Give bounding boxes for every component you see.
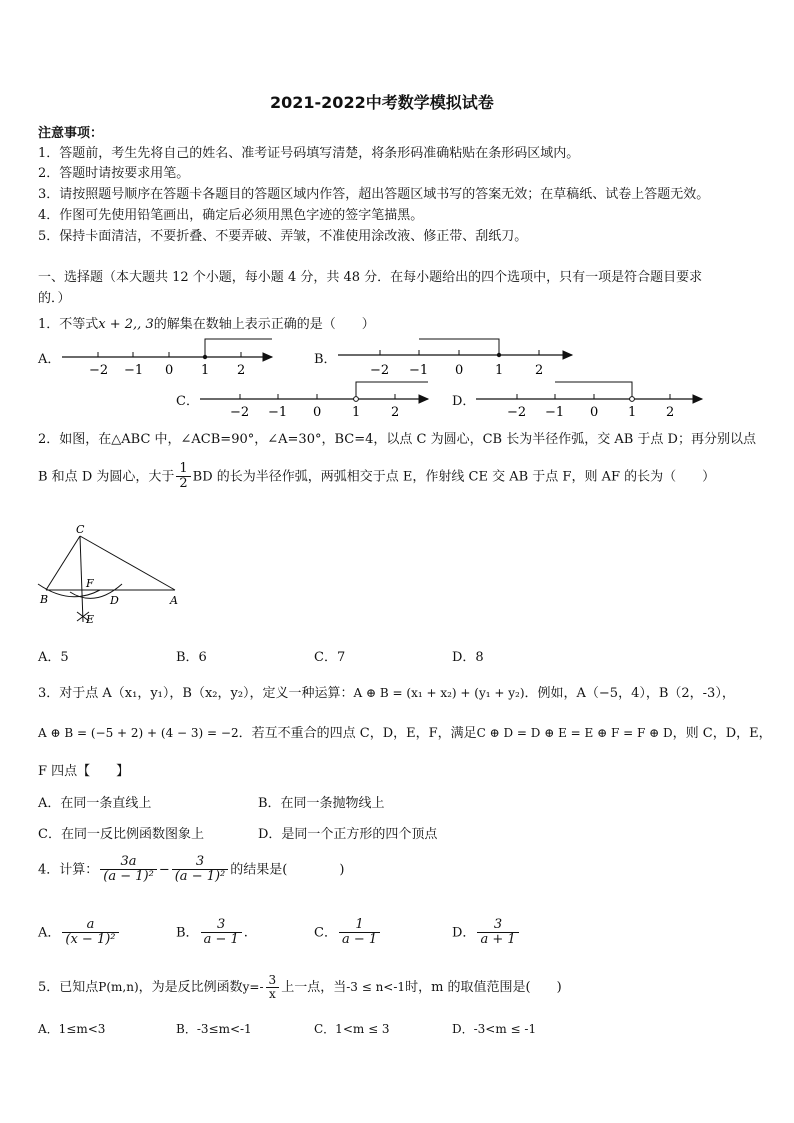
q1-number-line-d bbox=[476, 382, 702, 420]
q5-option-d: D．-3<m ≤ -1 bbox=[452, 1022, 537, 1036]
section-heading: 一、选择题（本大题共 12 个小题，每小题 4 分，共 48 分．在每小题给出的四个选项中，只有一项是符合题目要求 bbox=[38, 270, 703, 285]
q3-option-a: A．在同一条直线上 bbox=[38, 796, 152, 811]
tick-label: 1 bbox=[628, 405, 637, 420]
q2-option-c: C．7 bbox=[314, 650, 346, 665]
tick-label: 0 bbox=[455, 363, 464, 378]
q1-option-a-label: A． bbox=[38, 352, 61, 367]
page-title: 2021-2022中考数学模拟试卷 bbox=[270, 93, 494, 112]
q3-formula: A ⊕ B = (x₁ + x₂) + (y₁ + y₂) bbox=[353, 686, 525, 700]
tick-label: −2 bbox=[370, 363, 390, 378]
label-A: A bbox=[170, 594, 178, 607]
q2-option-a: A．5 bbox=[38, 650, 69, 665]
q5-option-c: C．1<m ≤ 3 bbox=[314, 1022, 390, 1036]
q4-option-d: D． $\frac{3}{a + 1}$ bbox=[452, 918, 521, 948]
question-3-line3: F 四点【 】 bbox=[38, 764, 130, 779]
q5-option-b: B．-3≤m<-1 bbox=[176, 1022, 252, 1036]
tick-label: −1 bbox=[409, 363, 429, 378]
tick-label: 1 bbox=[352, 405, 361, 420]
q2-text-a: B 和点 D 为圆心，大于 bbox=[38, 469, 175, 485]
q2-fraction: $\frac{1}{2}$ bbox=[176, 462, 190, 492]
section-heading-cont: 的．） bbox=[38, 291, 71, 306]
q1-number-line-c bbox=[200, 382, 428, 420]
label-D: D bbox=[110, 594, 119, 607]
tick-label: 1 bbox=[495, 363, 504, 378]
q1-number-line-b bbox=[338, 339, 572, 378]
question-4: 4．计算： $\frac{3a}{\text{(a − 1)²}}$ − $\frac{3}{\text{(a − 1)²}}$ 的结果是( ) bbox=[38, 854, 345, 885]
q4-option-b: B． $\frac{3}{a - 1}$ . bbox=[176, 917, 248, 948]
tick-label: 0 bbox=[590, 405, 599, 420]
tick-label: 1 bbox=[201, 363, 210, 378]
question-3-line1: 3．对于点 A（x₁，y₁），B（x₂，y₂），定义一种运算：A ⊕ B = (x₁ + x₂) + (y₁ + y₂)．例如，A（−5，4），B（2，-3）， bbox=[38, 686, 735, 701]
tick-label: −1 bbox=[545, 405, 565, 420]
notice-item: 1．答题前，考生先将自己的姓名、准考证号码填写清楚，将条形码准确粘贴在条形码区域内。 bbox=[38, 146, 580, 161]
tick-label: −2 bbox=[230, 405, 250, 420]
q2-option-d: D．8 bbox=[452, 650, 484, 665]
tick-label: 2 bbox=[237, 363, 246, 378]
q3-option-c: C．在同一反比例函数图象上 bbox=[38, 827, 204, 842]
q4-fraction-2: $\frac{3}{\text{(a − 1)²}}$ bbox=[172, 855, 229, 885]
notice-item: 5．保持卡面清洁，不要折叠、不要弄破、弄皱，不准使用涂改液、修正带、刮纸刀。 bbox=[38, 229, 528, 244]
q2-triangle-figure bbox=[30, 520, 200, 630]
label-E: E bbox=[86, 613, 95, 626]
label-C: C bbox=[76, 523, 85, 536]
q1-suffix: 的解集在数轴上表示正确的是（ ） bbox=[153, 317, 375, 332]
q1-number-lines bbox=[0, 330, 794, 425]
tick-label: −1 bbox=[124, 363, 144, 378]
label-F: F bbox=[86, 577, 94, 590]
q1-expr: x + 2,, 3 bbox=[98, 317, 154, 332]
tick-label: −2 bbox=[507, 405, 527, 420]
tick-label: −2 bbox=[89, 363, 109, 378]
q2-text-b: BD 的长为半径作弧，两弧相交于点 E，作射线 CE 交 AB 于点 F，则 AF 的长为（ ） bbox=[192, 469, 716, 485]
q3-example: A ⊕ B = (−5 + 2) + (4 − 3) = −2 bbox=[38, 726, 239, 740]
q2-option-b: B．6 bbox=[176, 650, 207, 665]
tick-label: 2 bbox=[391, 405, 400, 420]
notice-item: 4．作图可先使用铅笔画出，确定后必须用黑色字迹的签字笔描黑。 bbox=[38, 208, 424, 223]
q3-condition: C ⊕ D = D ⊕ E = E ⊕ F = F ⊕ D bbox=[476, 726, 673, 740]
tick-label: −1 bbox=[268, 405, 288, 420]
notice-item: 2．答题时请按要求用笔。 bbox=[38, 166, 190, 181]
q1-option-c-label: C． bbox=[176, 394, 199, 409]
question-2-line2 bbox=[38, 462, 715, 492]
q5-option-a: A．1≤m<3 bbox=[38, 1022, 106, 1036]
q1-option-b-label: B． bbox=[314, 352, 337, 367]
question-3-line2: A ⊕ B = (−5 + 2) + (4 − 3) = −2．若互不重合的四点 C，D，E，F，满足C ⊕ D = D ⊕ E = E ⊕ F = F ⊕ D，则 C，D，E， bbox=[38, 726, 772, 741]
tick-label: 2 bbox=[666, 405, 675, 420]
tick-label: 0 bbox=[313, 405, 322, 420]
q1-number-line-a bbox=[62, 339, 272, 378]
q3-option-b: B．在同一条抛物线上 bbox=[258, 796, 385, 811]
q4-option-a: A． $\frac{a}{\text{(x − 1)²}}$ bbox=[38, 918, 121, 948]
tick-label: 2 bbox=[535, 363, 544, 378]
q1-option-d-label: D． bbox=[452, 394, 476, 409]
q5-fraction: $\frac{3}{x}$ bbox=[266, 974, 280, 1001]
question-2-line1: 2．如图，在△ABC 中，∠ACB=90°，∠A=30°，BC=4，以点 C 为圆心，CB 长为半径作弧，交 AB 于点 D；再分别以点 bbox=[38, 432, 756, 447]
question-5: 5．已知点P(m,n)，为是反比例函数y=- $\frac{3}{x}$ 上一点，当-3 ≤ n<-1时，m 的取值范围是( ) bbox=[38, 973, 562, 1002]
notice-heading: 注意事项： bbox=[38, 126, 104, 141]
q4-fraction-1: $\frac{3a}{\text{(a − 1)²}}$ bbox=[100, 855, 157, 885]
tick-label: 0 bbox=[165, 363, 174, 378]
label-B: B bbox=[40, 593, 49, 606]
q3-option-d: D．是同一个正方形的四个顶点 bbox=[258, 827, 438, 842]
notice-item: 3．请按照题号顺序在答题卡各题目的答题区域内作答，超出答题区域书写的答案无效；在草稿纸、试卷上答题无效。 bbox=[38, 187, 710, 202]
q1-prefix: 1．不等式 bbox=[38, 317, 99, 332]
q4-option-c: C． $\frac{1}{a - 1}$ bbox=[314, 918, 382, 948]
